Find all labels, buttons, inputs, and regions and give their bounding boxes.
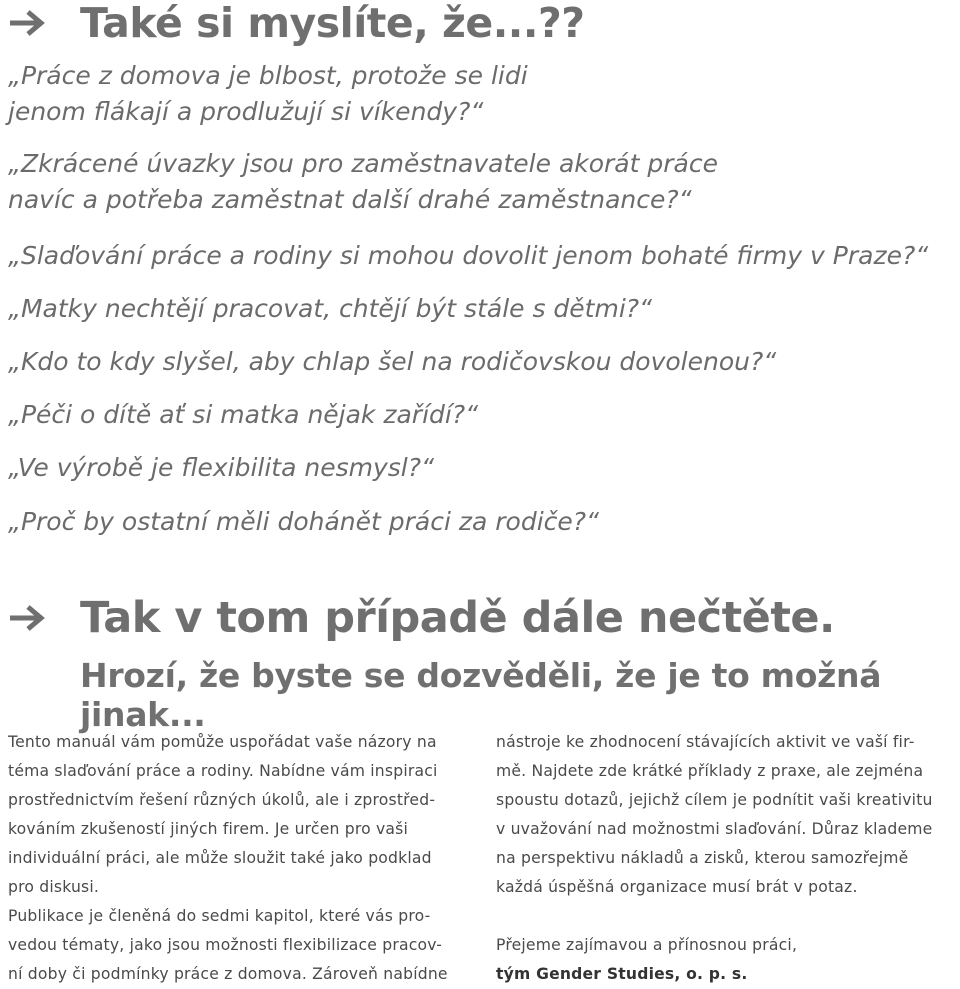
quote-item: „Slaďování práce a rodiny si mohou dovolit jenom bohaté firmy v Praze?“: [8, 241, 929, 270]
section-subtitle: Hrozí, že byste se dozvěděli, že je to možná jinak...: [80, 656, 882, 734]
section-title: Tak v tom případě dále nečtěte.: [80, 593, 835, 643]
body-line: spoustu dotazů, jejichž cílem je podnítit vaši kreativitu: [496, 791, 933, 809]
signature: tým Gender Studies, o. p. s.: [496, 965, 748, 983]
section-heading-1: [8, 0, 585, 46]
quote-item: „Kdo to kdy slyšel, aby chlap šel na rodičovskou dovolenou?“: [8, 347, 777, 376]
section-heading-2: [8, 592, 835, 644]
body-line: Publikace je členěná do sedmi kapitol, které vás pro-: [8, 907, 431, 925]
body-column-right: [496, 728, 958, 989]
body-line: ní doby či podmínky práce z domova. Zároveň nabídne: [8, 965, 448, 983]
quote-item: „Matky nechtějí pracovat, chtějí být stále s dětmi?“: [8, 294, 653, 323]
arrow-right-icon: [8, 8, 48, 38]
body-line: prostřednictvím řešení různých úkolů, ale i zprostřed-: [8, 791, 436, 809]
body-line: na perspektivu nákladů a zisků, kterou samozřejmě: [496, 849, 909, 867]
body-line: kováním zkušeností jiných firem. Je určen pro vaši: [8, 820, 409, 838]
closing-line: Přejeme zajímavou a přínosnou práci,: [496, 936, 798, 954]
quote-item: „Ve výrobě je flexibilita nesmysl?“: [8, 453, 434, 482]
body-line: téma slaďování práce a rodiny. Nabídne vám inspiraci: [8, 762, 438, 780]
body-line: vedou tématy, jako jsou možnosti flexibilizace pracov-: [8, 936, 443, 954]
body-line: individuální práci, ale může sloužit také jako podklad: [8, 849, 432, 867]
quote-item: „Práce z domova je blbost, protože se lidi jenom flákají a prodlužují si víkendy?“: [8, 61, 528, 126]
body-line: každá úspěšná organizace musí brát v potaz.: [496, 878, 858, 896]
body-column-left: [8, 728, 474, 989]
quote-item: „Zkrácené úvazky jsou pro zaměstnavatele akorát práce navíc a potřeba zaměstnat další drahé zaměstnance?“: [8, 149, 718, 214]
arrow-right-icon: [8, 603, 48, 633]
body-line: Tento manuál vám pomůže uspořádat vaše názory na: [8, 733, 437, 751]
body-line: pro diskusi.: [8, 878, 100, 896]
quote-item: „Péči o dítě ať si matka nějak zařídí?“: [8, 400, 479, 429]
body-line: v uvažování nad možnostmi slaďování. Důraz klademe: [496, 820, 933, 838]
body-line: mě. Najdete zde krátké příklady z praxe, ale zejména: [496, 762, 924, 780]
page-title: Také si myslíte, že...??: [80, 0, 585, 47]
quote-item: „Proč by ostatní měli dohánět práci za rodiče?“: [8, 507, 599, 536]
body-line: nástroje ke zhodnocení stávajících aktivit ve vaší fir-: [496, 733, 915, 751]
